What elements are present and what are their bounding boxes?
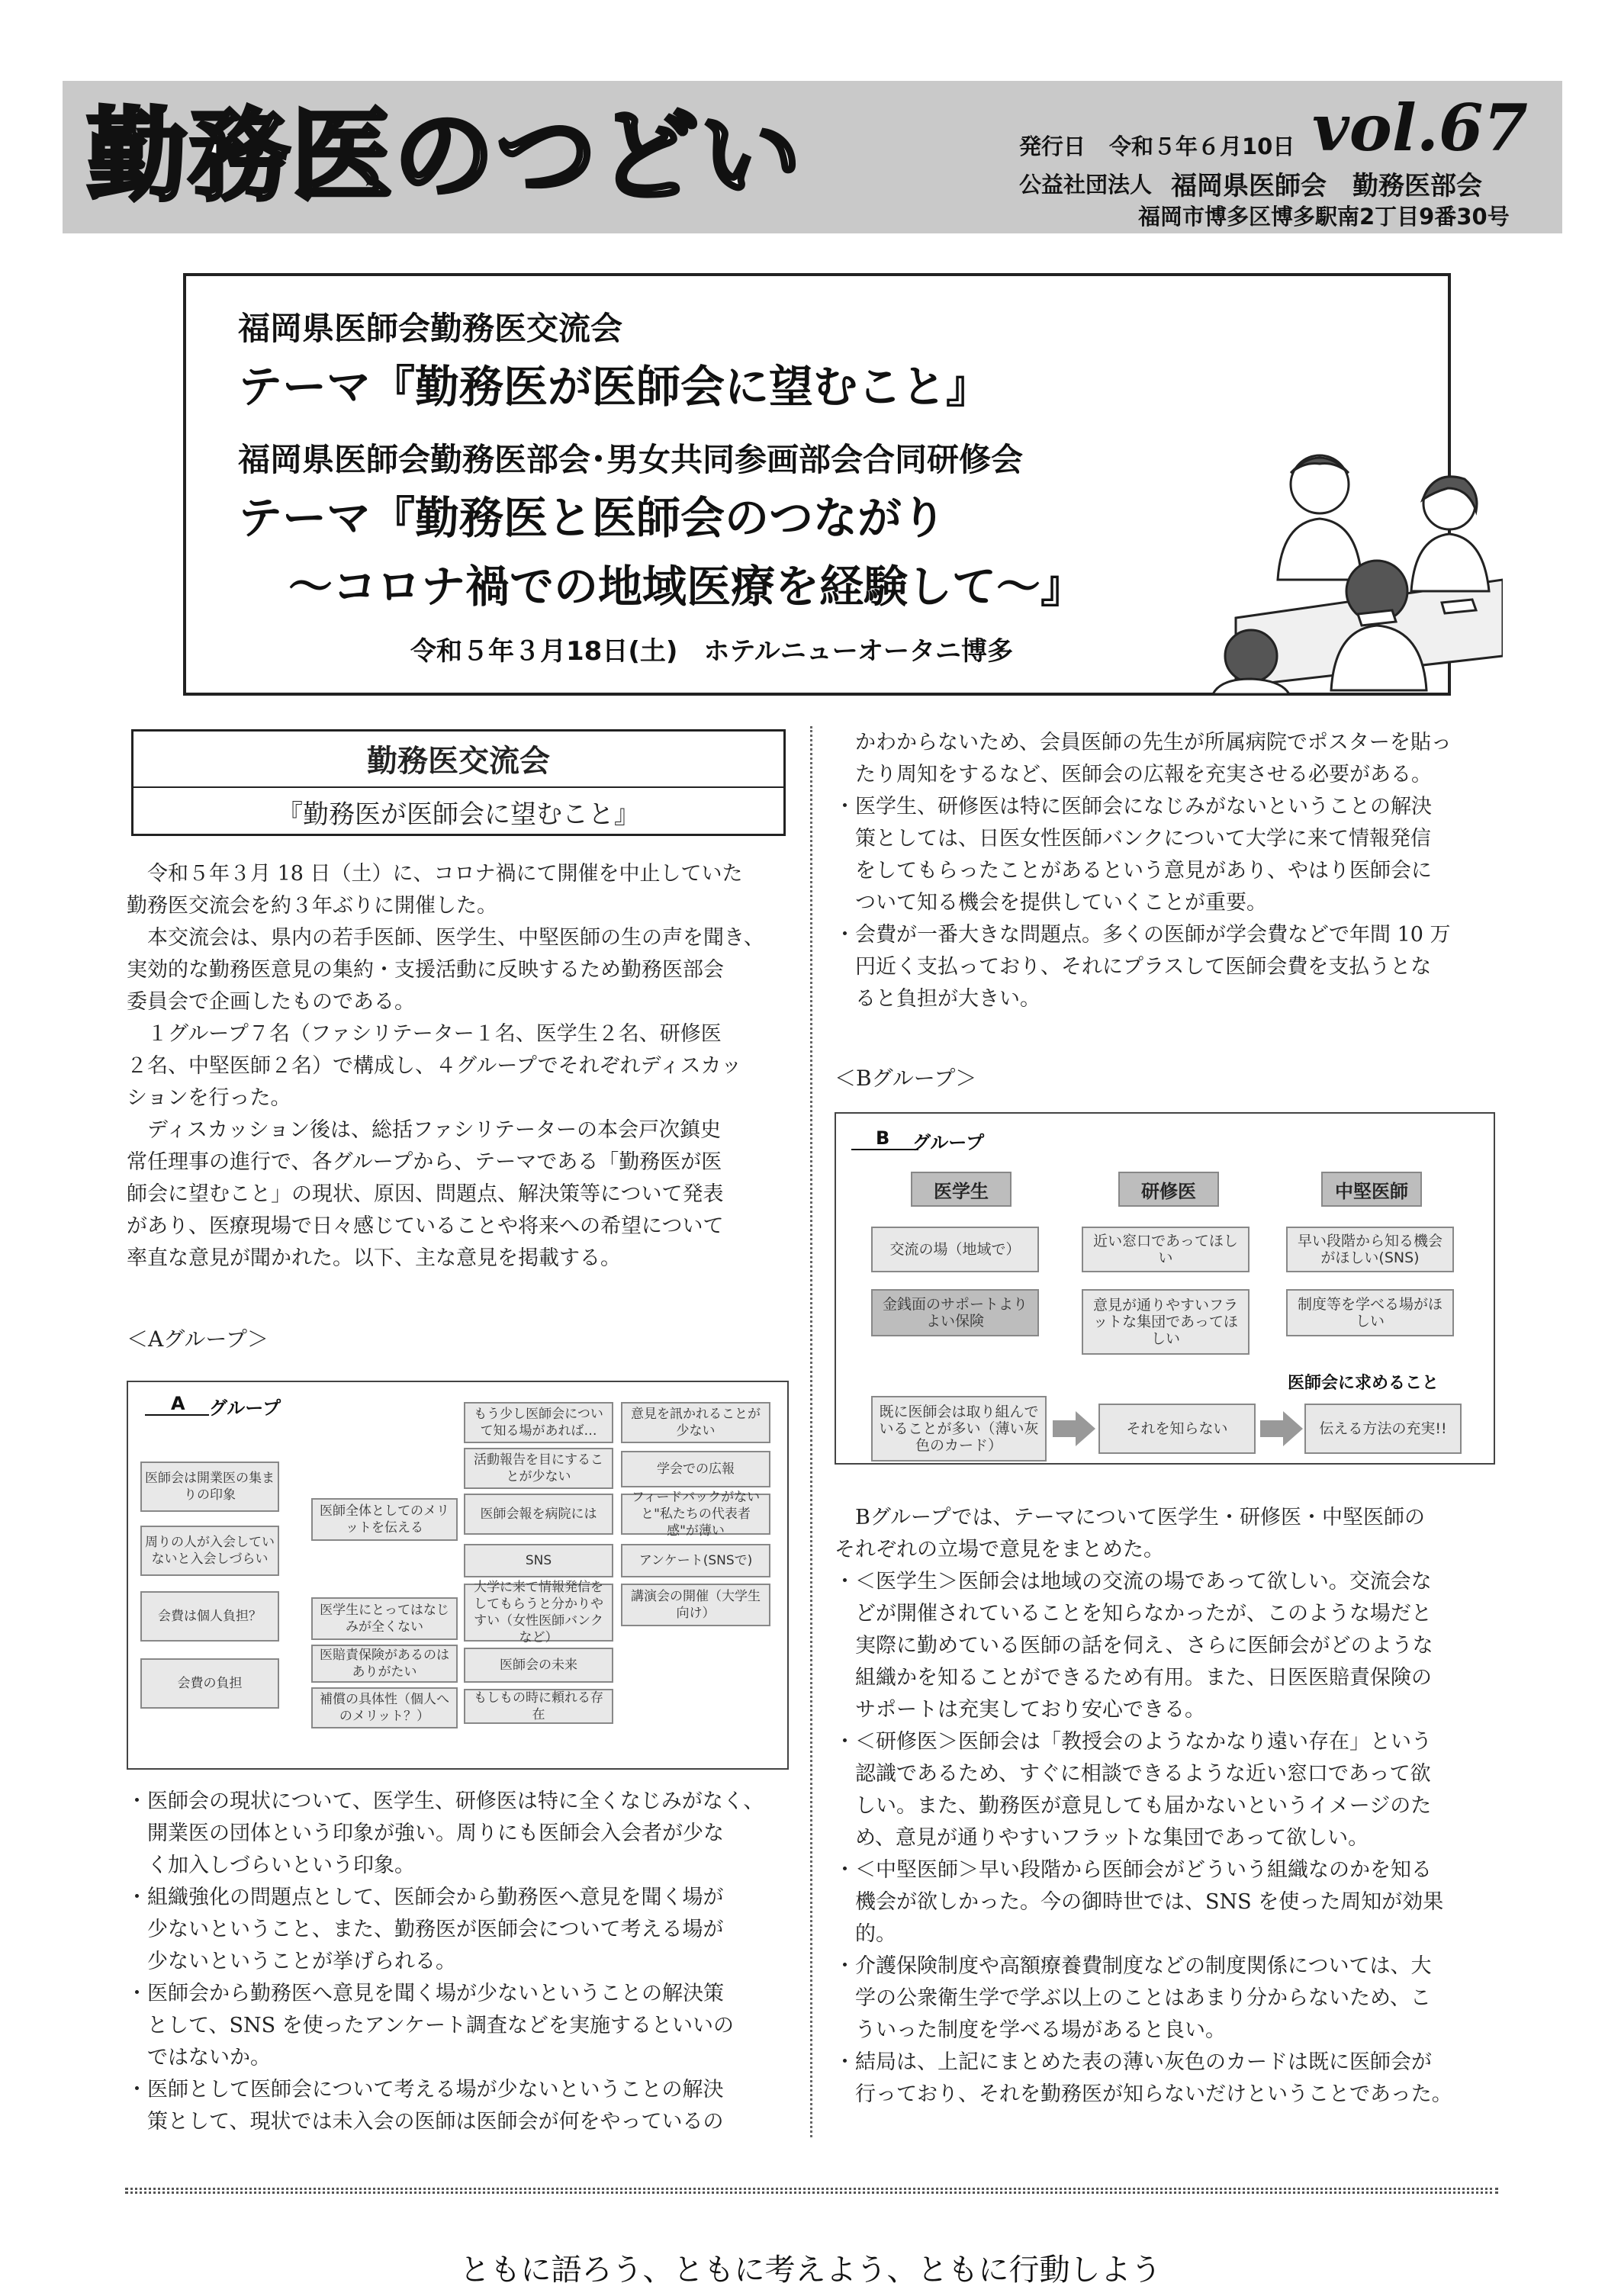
group-a-note-cont-line: 円近く支払っており、それにプラスして医師会費を支払うとな (835, 955, 1432, 979)
group-a-note-line: ・医師会から勤務医へ意見を聞く場が少ないということの解決策 (127, 1982, 724, 2005)
group-b-header: 中堅医師 (1321, 1172, 1422, 1207)
publisher-name: 福岡県医師会 勤務医部会 (1171, 171, 1482, 201)
group-a-note-line: 少ないということが挙げられる。 (127, 1950, 456, 1973)
event2-theme-line1: テーマ『勤務医と医師会のつながり (238, 492, 947, 544)
group-a-card: 補償の具体性（個人へのメリット？） (311, 1687, 458, 1728)
group-b-card: 制度等を学べる場がほしい (1286, 1289, 1454, 1336)
intro-line: ２名、中堅医師２名）で構成し、４グループでそれぞれディスカッ (127, 1054, 742, 1078)
event1-theme: テーマ『勤務医が医師会に望むこと』 (238, 361, 991, 413)
intro-line: 常任理事の進行で、各グループから、テーマである「勤務医が医 (127, 1150, 722, 1174)
intro-line: 勤務医交流会を約３年ぶりに開催した。 (127, 894, 497, 918)
group-b-diagram (835, 1112, 1495, 1465)
intro-line: 実効的な勤務医意見の集約・支援活動に反映するため勤務医部会 (127, 958, 724, 982)
event-date-venue: 令和５年３月18日(土) ホテルニューオータニ博多 (410, 636, 1014, 667)
group-b-head-word: グループ (912, 1132, 985, 1153)
group-a-note-line: ・医師として医師会について考える場が少ないということの解決 (127, 2078, 724, 2101)
group-a-card: 医師会の未来 (464, 1648, 613, 1683)
group-a-card: 医師全体としてのメリットを伝える (311, 1498, 458, 1541)
group-a-card: SNS (464, 1544, 613, 1577)
event1-title: 福岡県医師会勤務医交流会 (238, 310, 623, 347)
group-a-card: 学会での広報 (621, 1451, 770, 1487)
group-a-note-cont-line: たり周知をするなど、医師会の広報を充実させる必要がある。 (835, 763, 1432, 786)
group-b-header: 医学生 (911, 1172, 1012, 1207)
group-a-note-line: 少ないということ、また、勤務医が医師会について考える場が (127, 1918, 724, 1941)
group-a-card: 意見を訊かれることが少ない (621, 1402, 770, 1443)
group-b-note-line: どが開催されていることを知らなかったが、このような場だと (835, 1602, 1432, 1626)
group-b-note-line: ・介護保険制度や高額療養費制度などの制度関係については、大 (835, 1954, 1432, 1978)
group-b-card: 意見が通りやすいフラットな集団であってほしい (1082, 1289, 1250, 1355)
flow-card: それを知らない (1098, 1404, 1256, 1454)
group-a-note-line: ではないか。 (127, 2046, 271, 2069)
group-a-note-line: く加入しづらいという印象。 (127, 1854, 415, 1877)
issue-date-label: 発行日 (1019, 133, 1086, 159)
intro-line: 率直な意見が聞かれた。以下、主な意見を掲載する。 (127, 1246, 621, 1270)
group-b-note-line: Bグループでは、テーマについて医学生・研修医・中堅医師の (835, 1506, 1425, 1529)
group-a-note-cont-line: 策としては、日医女性医師バンクについて大学に来て情報発信 (835, 827, 1431, 851)
group-b-note-line: ・＜中堅医師＞早い段階から医師会がどういう組織なのかを知る (835, 1858, 1432, 1882)
flow-card: 既に医師会は取り組んでいることが多い（薄い灰色のカード） (871, 1396, 1047, 1462)
group-a-card: 医師会報を病院には (464, 1494, 613, 1535)
group-b-label: ＜Bグループ＞ (835, 1066, 977, 1091)
group-a-card: 会費の負担 (140, 1658, 279, 1709)
flow-arrow-icon (1053, 1411, 1095, 1446)
intro-line: 本交流会は、県内の若手医師、医学生、中堅医師の生の声を聞き、 (127, 926, 764, 950)
group-b-note-line: ・＜研修医＞医師会は「教授会のようなかなり遠い存在」という (835, 1730, 1432, 1754)
group-a-note-cont-line: ・医学生、研修医は特に医師会になじみがないということの解決 (835, 795, 1432, 818)
group-b-note-line: しい。また、勤務医が意見しても届かないというイメージのた (835, 1794, 1432, 1818)
footer-slogan: ともに語ろう、ともに考えよう、ともに行動しよう (459, 2253, 1162, 2288)
event2-theme-line2: ～コロナ禍での地域医療を経験して～』 (288, 561, 1085, 613)
group-a-note-cont-line: かわからないため、会員医師の先生が所属病院でポスターを貼っ (835, 731, 1452, 754)
group-a-note-line: として、SNS を使ったアンケート調査などを実施するといいの (127, 2014, 735, 2037)
group-b-note-line: 組織かを知ることができるため有用。また、日医医賠責保険の (835, 1666, 1432, 1690)
footer-divider (125, 2188, 1498, 2194)
group-a-card: もしもの時に頼れる存在 (464, 1689, 613, 1724)
group-a-note-line: ・医師会の現状について、医学生、研修医は特に全くなじみがなく、 (127, 1790, 764, 1813)
intro-line: １グループ７名（ファシリテーター１名、医学生２名、研修医 (127, 1022, 722, 1046)
section-subtitle: 『勤務医が医師会に望むこと』 (277, 799, 640, 830)
intro-line: 師会に望むこと」の現状、原因、問題点、解決策等について発表 (127, 1182, 724, 1206)
intro-line: ションを行った。 (127, 1086, 291, 1110)
group-a-card: 活動報告を目にすることが少ない (464, 1448, 613, 1489)
group-a-card: 医賠責保険があるのはありがたい (311, 1645, 458, 1683)
group-b-card: 金銭面のサポートよりよい保険 (871, 1289, 1039, 1336)
group-a-card: 医学生にとってはなじみが全くない (311, 1597, 458, 1640)
group-b-note-line: 行っており、それを勤務医が知らないだけということであった。 (835, 2082, 1452, 2106)
intro-line: 令和５年３月 18 日（土）に、コロナ禍にて開催を中止していた (127, 862, 743, 886)
group-b-note-line: 認識であるため、すぐに相談できるような近い窓口であって欲 (835, 1762, 1431, 1786)
event2-title: 福岡県医師会勤務医部会･男女共同参画部会合同研修会 (238, 441, 1024, 478)
group-a-note-cont-line: ついて知る機会を提供していくことが重要。 (835, 891, 1267, 915)
group-a-note-cont-line: ると負担が大きい。 (835, 987, 1040, 1011)
group-b-note-line: 機会が欲しかった。今の御時世では、SNS を使った周知が効果 (835, 1890, 1444, 1914)
group-a-note-line: 開業医の団体という印象が強い。周りにも医師会入会者が少な (127, 1822, 724, 1845)
issue-date: 令和５年６月10日 (1109, 133, 1295, 159)
group-b-note-line: ・結局は、上記にまとめた表の薄い灰色のカードは既に医師会が (835, 2050, 1432, 2074)
intro-line: があり、医療現場で日々感じていることや将来への希望について (127, 1214, 724, 1238)
group-a-card: 大学に来て情報発信をしてもらうと分かりやすい（女性医師バンクなど） (464, 1584, 613, 1642)
group-a-card: フィードバックがないと"私たちの代表者感"が薄い (621, 1494, 770, 1535)
flow-card: 伝える方法の充実!! (1304, 1404, 1462, 1454)
group-b-card: 近い窓口であってほしい (1082, 1227, 1250, 1272)
group-b-card: 早い段階から知る機会がほしい(SNS) (1286, 1227, 1454, 1272)
group-a-head-word: グループ (209, 1397, 281, 1419)
group-b-note-line: 的。 (835, 1922, 896, 1946)
group-b-note-line: それぞれの立場で意見をまとめた。 (835, 1538, 1164, 1561)
section-title: 勤務医交流会 (367, 744, 550, 779)
group-a-note-cont-line: ・会費が一番大きな問題点。多くの医師が学会費などで年間 10 万 (835, 923, 1451, 947)
column-divider (810, 726, 812, 2137)
publisher-address: 福岡市博多区博多駅南2丁目9番30号 (1138, 204, 1510, 230)
group-b-note-line: サポートは充実しており安心できる。 (835, 1698, 1205, 1722)
group-a-card: 会費は個人負担？ (140, 1591, 279, 1642)
group-a-card: 周りの人が入会していないと入会しづらい (140, 1526, 279, 1576)
group-b-note-line: ・＜医学生＞医師会は地域の交流の場であって欲しい。交流会な (835, 1570, 1432, 1593)
group-a-diagram (127, 1381, 789, 1770)
newsletter-logo: 勤務医のつどい (87, 97, 802, 215)
group-a-card: 医師会は開業医の集まりの印象 (140, 1462, 279, 1512)
group-a-card: アンケート(SNSで) (621, 1544, 770, 1577)
group-a-note-cont-line: をしてもらったことがあるという意見があり、やはり医師会に (835, 859, 1432, 883)
group-a-head-letter: A (171, 1393, 185, 1414)
group-a-card: 講演会の開催（大学生向け） (621, 1584, 770, 1626)
discussion-illustration (1205, 427, 1503, 694)
group-b-note-line: 学の公衆衛生学で学ぶ以上のことはあまり分からないため、こ (835, 1986, 1431, 2010)
group-a-card: もう少し医師会について知る場があれば… (464, 1402, 613, 1443)
request-label: 医師会に求めること (1288, 1374, 1439, 1393)
publisher-type: 公益社団法人 (1019, 172, 1153, 198)
group-b-note-line: め、意見が通りやすいフラットな集団であって欲しい。 (835, 1826, 1369, 1850)
group-b-card: 交流の場（地域で） (871, 1227, 1039, 1272)
group-a-note-line: 策として、現状では未入会の医師は医師会が何をやっているの (127, 2110, 724, 2134)
group-a-note-line: ・組織強化の問題点として、医師会から勤務医へ意見を聞く場が (127, 1886, 724, 1909)
volume-number: vol.67 (1312, 90, 1528, 166)
group-b-header: 研修医 (1118, 1172, 1219, 1207)
intro-line: 委員会で企画したものである。 (127, 990, 415, 1014)
group-b-note-line: ういった制度を学べる場があると良い。 (835, 2018, 1226, 2042)
group-a-label: ＜Aグループ＞ (127, 1326, 269, 1352)
flow-arrow-icon (1260, 1411, 1303, 1446)
group-b-head-letter: B (876, 1127, 890, 1149)
intro-line: ディスカッション後は、総括ファシリテーターの本会戸次鎮史 (127, 1118, 721, 1142)
group-b-note-line: 実際に勤めている医師の話を伺え、さらに医師会がどのような (835, 1634, 1433, 1658)
